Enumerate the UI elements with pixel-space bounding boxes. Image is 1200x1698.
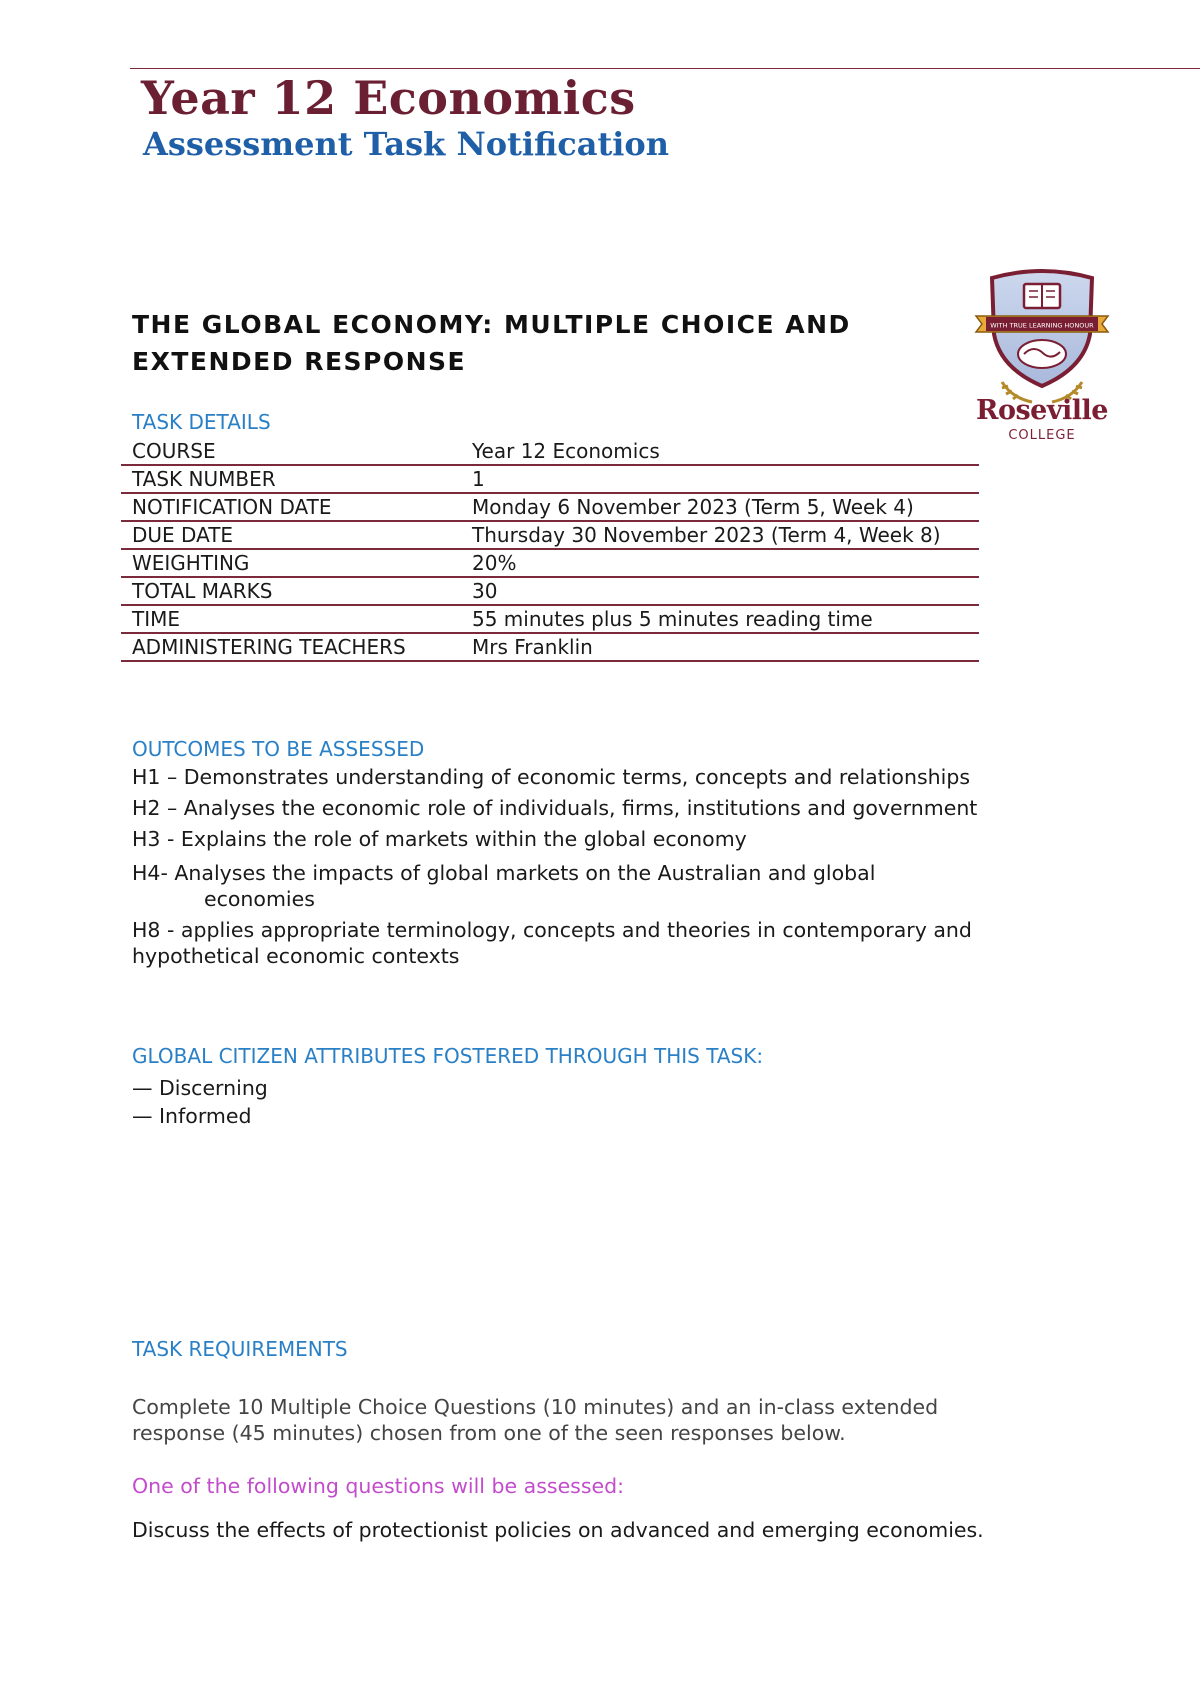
attribute-item: — Informed: [132, 1104, 252, 1128]
task-heading: THE GLOBAL ECONOMY: MULTIPLE CHOICE AND EXTENDED RESPONSE: [132, 310, 851, 376]
assessed-note: One of the following questions will be assessed:: [132, 1474, 625, 1498]
row-value: Thursday 30 November 2023 (Term 4, Week 8): [461, 521, 979, 549]
outcome-item: H2 – Analyses the economic role of individuals, firms, institutions and government: [132, 796, 978, 820]
attribute-item: — Discerning: [132, 1076, 268, 1100]
row-key: DUE DATE: [121, 521, 461, 549]
task-details-label: TASK DETAILS: [132, 410, 271, 434]
row-key: COURSE: [121, 438, 461, 465]
row-value: Year 12 Economics: [461, 438, 979, 465]
table-row: [121, 438, 979, 465]
school-name-sub: COLLEGE: [1008, 428, 1076, 443]
attributes-list: [132, 1074, 268, 1130]
requirements-text: Complete 10 Multiple Choice Questions (10 minutes) and an in-class extended response (45 minutes) chosen from one of the seen responses below.: [132, 1395, 939, 1445]
outcomes-list: [132, 764, 992, 974]
table-row: [121, 605, 979, 633]
row-value: Mrs Franklin: [461, 633, 979, 661]
outcome-item: H1 – Demonstrates understanding of economic terms, concepts and relationships: [132, 765, 971, 789]
requirements-label: TASK REQUIREMENTS: [132, 1337, 348, 1361]
table-row: [121, 521, 979, 549]
row-value: 20%: [461, 549, 979, 577]
row-value: 1: [461, 465, 979, 493]
header-rule: [130, 68, 1200, 69]
row-key: TOTAL MARKS: [121, 577, 461, 605]
table-row: [121, 549, 979, 577]
document-title: Year 12 Economics: [141, 71, 636, 125]
assessed-question: Discuss the effects of protectionist policies on advanced and emerging economies.: [132, 1518, 984, 1542]
document-subtitle: Assessment Task Notification: [143, 125, 670, 163]
task-details-table: [121, 438, 979, 662]
row-value: 55 minutes plus 5 minutes reading time: [461, 605, 979, 633]
outcomes-label: OUTCOMES TO BE ASSESSED: [132, 737, 425, 761]
row-key: NOTIFICATION DATE: [121, 493, 461, 521]
table-row: [121, 577, 979, 605]
school-name: Roseville: [976, 395, 1108, 426]
table-row: [121, 493, 979, 521]
outcome-item: H4- Analyses the impacts of global markets on the Australian and global economies: [132, 861, 876, 911]
row-key: TASK NUMBER: [121, 465, 461, 493]
row-key: WEIGHTING: [121, 549, 461, 577]
outcome-item: H3 - Explains the role of markets within the global economy: [132, 827, 747, 851]
row-key: TIME: [121, 605, 461, 633]
table-row: [121, 633, 979, 661]
svg-text:WITH TRUE LEARNING HONOUR: WITH TRUE LEARNING HONOUR: [990, 321, 1094, 330]
row-value: 30: [461, 577, 979, 605]
row-key: ADMINISTERING TEACHERS: [121, 633, 461, 661]
outcome-item: H8 - applies appropriate terminology, concepts and theories in contemporary and hypothetical economic contexts: [132, 918, 972, 968]
attributes-label: GLOBAL CITIZEN ATTRIBUTES FOSTERED THROUGH THIS TASK:: [132, 1044, 764, 1068]
table-row: [121, 465, 979, 493]
row-value: Monday 6 November 2023 (Term 5, Week 4): [461, 493, 979, 521]
